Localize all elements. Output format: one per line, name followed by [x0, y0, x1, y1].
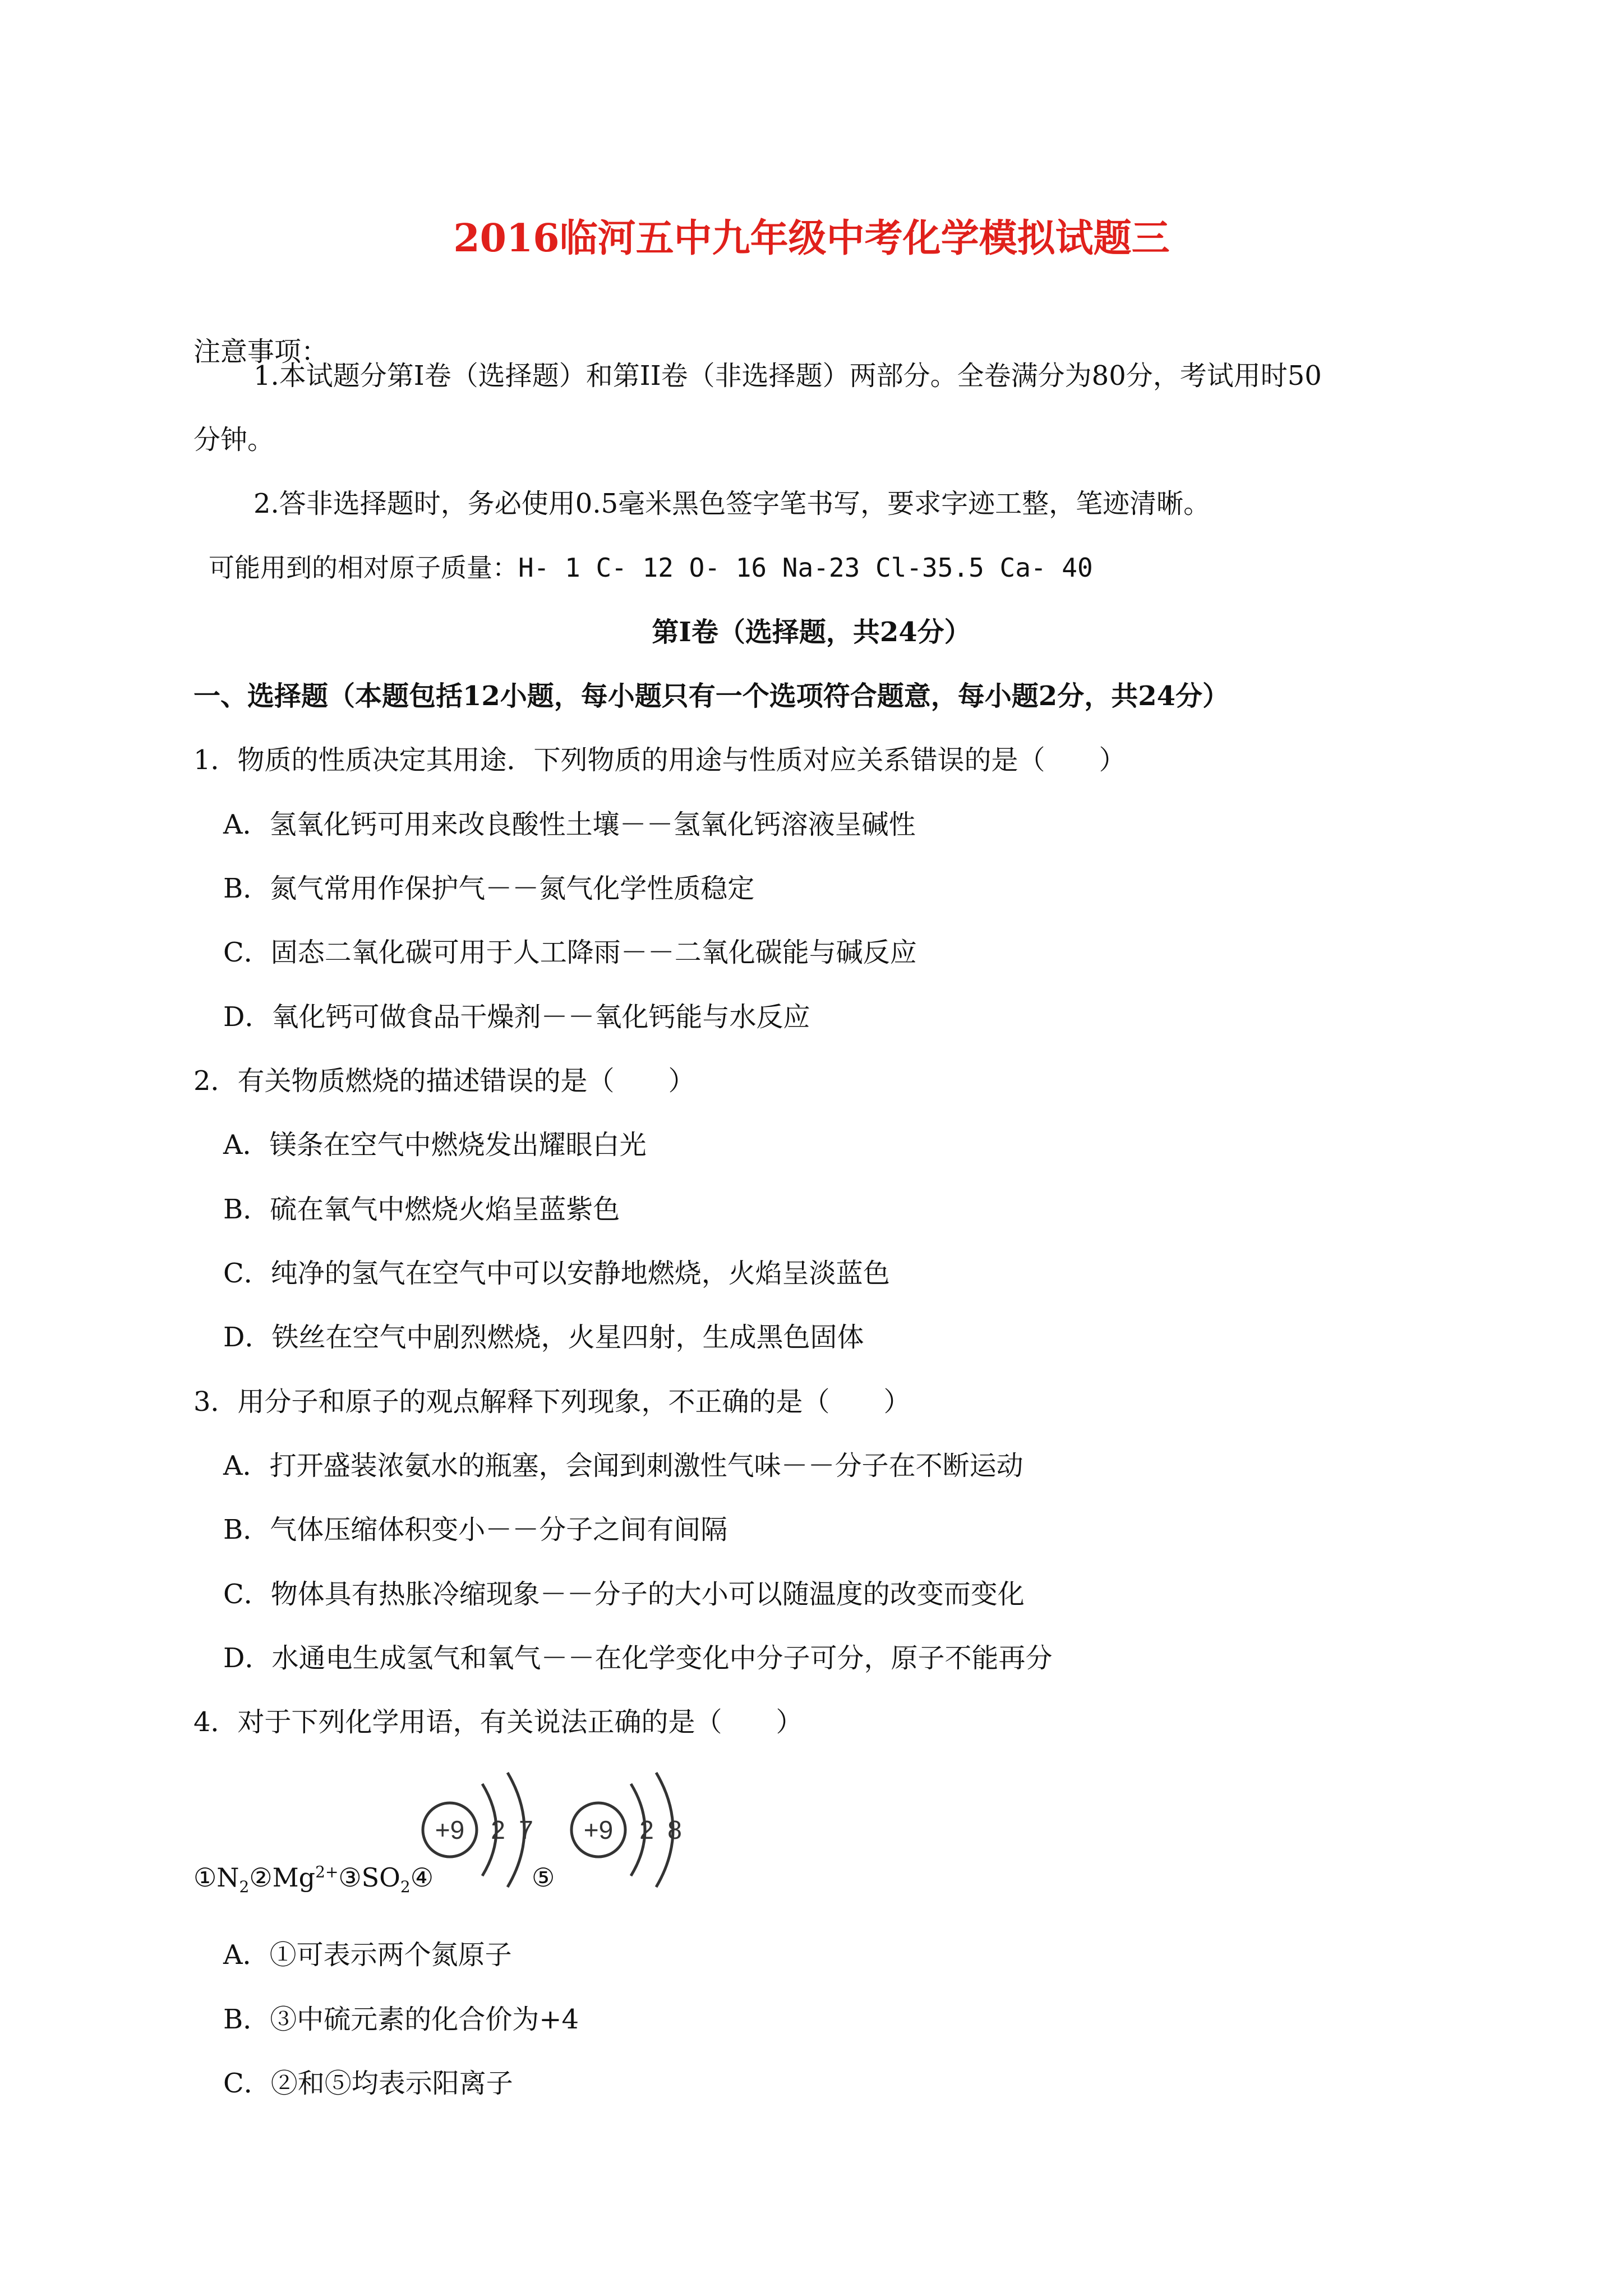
atom-structure-diagram-4	[415, 1761, 583, 1902]
relative-atomic-masses: 可能用到的相对原子质量：H- 1 C- 12 O- 16 Na-23 Cl-35.5 Ca- 40	[209, 553, 1093, 583]
symbol-3-subscript: 2	[400, 1878, 411, 1897]
question-2-option-c: C．纯净的氢气在空气中可以安静地燃烧，火焰呈淡蓝色	[223, 1258, 890, 1289]
question-3-option-d: D．水通电生成氢气和氧气－－在化学变化中分子可分，原子不能再分	[223, 1642, 1053, 1674]
question-2-option-a: A．镁条在空气中燃烧发出耀眼白光	[223, 1129, 647, 1161]
symbol-3: ③SO	[338, 1862, 400, 1893]
question-4-option-c: C．②和⑤均表示阳离子	[223, 2068, 513, 2099]
question-2-option-b: B．硫在氧气中燃烧火焰呈蓝紫色	[223, 1194, 620, 1225]
question-3-option-b: B．气体压缩体积变小－－分子之间有间隔	[223, 1514, 728, 1545]
question-1-option-b: B．氮气常用作保护气－－氮气化学性质稳定	[223, 873, 755, 904]
symbol-5: ⑤	[532, 1862, 555, 1893]
question-1-stem: 1．物质的性质决定其用途．下列物质的用途与性质对应关系错误的是（ ）	[193, 744, 1126, 776]
notice-heading: 注意事项：	[193, 336, 329, 367]
symbol-2: ②Mg	[249, 1862, 316, 1893]
question-2-stem: 2．有关物质燃烧的描述错误的是（ ）	[193, 1065, 695, 1097]
shell-electrons-1: 2	[491, 1815, 505, 1844]
nucleus-charge: +9	[583, 1815, 614, 1844]
question-4-option-a: A．①可表示两个氮原子	[223, 1939, 512, 1971]
question-4-option-b: B．③中硫元素的化合价为+4	[223, 2004, 579, 2035]
question-3-option-a: A．打开盛装浓氨水的瓶塞，会闻到刺激性气味－－分子在不断运动	[223, 1450, 1023, 1481]
symbol-1: ①N	[193, 1862, 239, 1893]
shell-electrons-2: 7	[519, 1815, 533, 1844]
atom-structure-diagram-5	[564, 1761, 732, 1902]
symbol-4: ④	[410, 1862, 434, 1893]
question-4-stem: 4．对于下列化学用语，有关说法正确的是（ ）	[193, 1706, 803, 1738]
notice-item-1-cont: 分钟。	[193, 424, 275, 455]
question-1-option-c: C．固态二氧化碳可用于人工降雨－－二氧化碳能与碱反应	[223, 937, 917, 968]
nucleus-charge: +9	[435, 1815, 465, 1844]
question-2-option-d: D．铁丝在空气中剧烈燃烧，火星四射，生成黑色固体	[223, 1322, 864, 1353]
notice-item-1: 1.本试题分第Ⅰ卷（选择题）和第ⅠⅠ卷（非选择题）两部分。全卷满分为80分，考试用时50	[253, 360, 1322, 392]
question-1-option-d: D．氧化钙可做食品干燥剂－－氧化钙能与水反应	[223, 1001, 810, 1033]
question-3-stem: 3．用分子和原子的观点解释下列现象，不正确的是（ ）	[193, 1386, 911, 1418]
question-1-option-a: A．氢氧化钙可用来改良酸性土壤－－氢氧化钙溶液呈碱性	[223, 809, 916, 840]
shell-electrons-2: 8	[667, 1815, 682, 1844]
question-4-symbols	[193, 1861, 434, 1897]
section-1-heading: 一、选择题（本题包括12小题，每小题只有一个选项符合题意，每小题2分，共24分）	[193, 680, 1229, 712]
symbol-1-subscript: 2	[239, 1878, 250, 1897]
symbol-2-superscript: 2+	[315, 1862, 339, 1881]
shell-electrons-1: 2	[639, 1815, 654, 1844]
question-3-option-c: C．物体具有热胀冷缩现象－－分子的大小可以随温度的改变而变化	[223, 1579, 1025, 1610]
exam-title: 2016临河五中九年级中考化学模拟试题三	[453, 216, 1170, 261]
part-1-heading: 第Ⅰ卷（选择题，共24分）	[652, 616, 971, 648]
notice-item-2: 2.答非选择题时，务必使用0.5毫米黑色签字笔书写，要求字迹工整，笔迹清晰。	[253, 488, 1211, 519]
